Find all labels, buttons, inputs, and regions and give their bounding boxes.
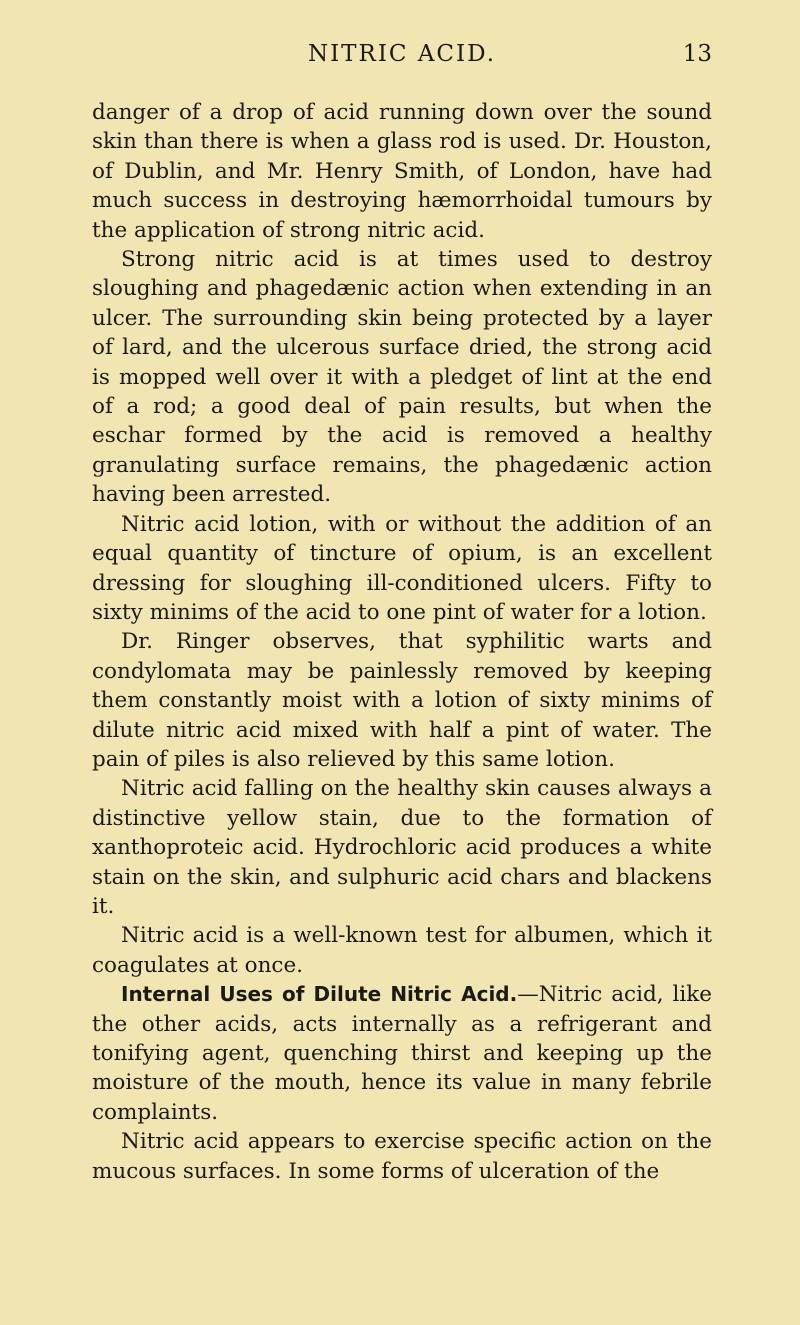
paragraph-6: Nitric acid is a well-known test for albumen, which it coagulates at once.: [92, 923, 712, 978]
paragraph-final: Nitric acid appears to exercise specific action on the mucous surfaces. In some forms of ulceration of the: [92, 1129, 712, 1184]
page-number: 13: [682, 41, 712, 67]
section-text: —Nitric acid, like the other acids, acts internally as a refrigerant and tonifying agent, quenching thirst and keeping up the moisture of the mouth, hence its value in many febrile complaints.: [92, 982, 713, 1125]
running-head-title: NITRIC ACID.: [307, 41, 497, 67]
paragraph-2: Strong nitric acid is at times used to destroy sloughing and phagedænic action when extending in an ulcer. The surrounding skin being protected by a layer of lard, and the ulcerous surface dried, the strong acid is mopped well over it with a pledget of lint at the end of a rod; a good deal of pain results, but when the eschar formed by the acid is removed a healthy granulating surface remains, the phagedænic action having been arrested.: [92, 247, 712, 508]
section-heading: Internal Uses of Dilute Nitric Acid.: [121, 982, 518, 1007]
body-text: [92, 98, 712, 1186]
paragraph-3: Nitric acid lotion, with or without the addition of an equal quantity of tincture of opium, is an excellent dressing for sloughing ill-conditioned ulcers. Fifty to sixty minims of the acid to one pint of water for a lotion.: [92, 511, 712, 625]
running-head: [92, 34, 712, 74]
paragraph-4: Dr. Ringer observes, that syphilitic warts and condylomata may be painlessly removed by keeping them constantly moist with a lotion of sixty minims of dilute nitric acid mixed with half a pint of water. The pain of piles is also relieved by this same lotion.: [92, 629, 712, 772]
section-paragraph: [92, 980, 712, 1127]
paragraph-1: danger of a drop of acid running down over the sound skin than there is when a glass rod is used. Dr. Houston, of Dublin, and Mr. Henry Smith, of London, have had much success in destroying hæmorrhoidal tumours by the application of strong nitric acid.: [92, 100, 712, 243]
paragraph-5: Nitric acid falling on the healthy skin causes always a distinctive yellow stain, due to the formation of xanthoproteic acid. Hydrochloric acid produces a white stain on the skin, and sulphuric acid chars and blackens it.: [92, 776, 712, 919]
